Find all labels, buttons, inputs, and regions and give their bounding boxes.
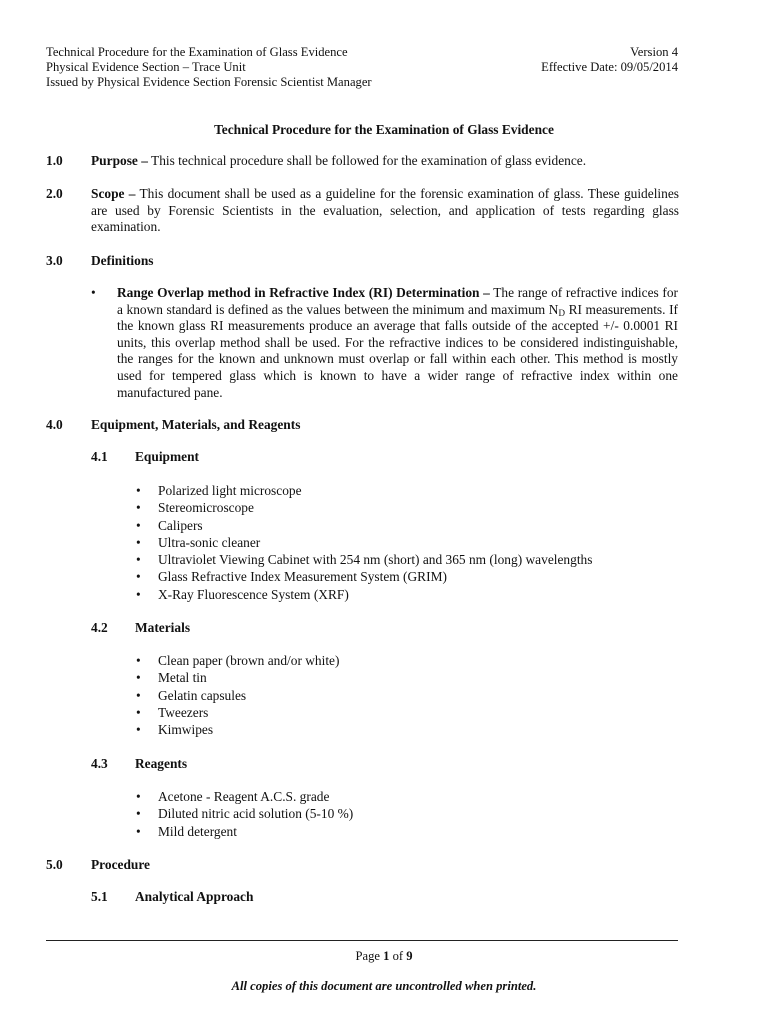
- subsection-number: 5.1: [91, 889, 108, 904]
- section-body: [91, 153, 679, 170]
- subsection-number: 4.3: [91, 756, 108, 771]
- header-effective-date: Effective Date: 09/05/2014: [541, 60, 678, 74]
- header-section: Physical Evidence Section – Trace Unit: [46, 60, 246, 74]
- list-item-text: Metal tin: [158, 670, 207, 686]
- list-item-text: Polarized light microscope: [158, 483, 302, 498]
- list-item: [136, 687, 339, 704]
- bullet-icon: •: [136, 704, 141, 720]
- list-item-text: Tweezers: [158, 704, 209, 720]
- section-text: This technical procedure shall be followed for the examination of glass evidence.: [147, 153, 587, 168]
- section-number: 2.0: [46, 186, 63, 201]
- page-word: Page: [355, 949, 384, 963]
- equipment-list: [136, 482, 592, 603]
- list-item: [136, 788, 353, 805]
- section-text: This document shall be used as a guideline for the forensic examination of glass. These guidelines are used by Forensic Scientists in the evaluation, selection, and application of tests regarding glass examination.: [91, 186, 679, 235]
- section-number: 4.0: [46, 417, 63, 432]
- bullet-icon: •: [136, 586, 141, 602]
- list-item-text: Mild detergent: [158, 823, 237, 839]
- section-label: Purpose –: [91, 153, 148, 168]
- header-version: Version 4: [630, 45, 678, 59]
- page-number: [0, 949, 768, 964]
- section-number: 3.0: [46, 253, 63, 268]
- bullet-icon: •: [136, 500, 141, 516]
- subsection-number: 4.2: [91, 620, 108, 635]
- section-number: 1.0: [46, 153, 63, 168]
- footer-divider: [46, 940, 678, 941]
- section-heading: Equipment, Materials, and Reagents: [91, 417, 301, 432]
- list-item-text: Glass Refractive Index Measurement System (GRIM): [158, 569, 447, 585]
- list-item-text: Gelatin capsules: [158, 687, 247, 703]
- bullet-icon: •: [136, 687, 141, 703]
- page-total: 9: [406, 949, 413, 963]
- definition-subscript: D: [558, 307, 565, 318]
- reagents-list: [136, 788, 353, 840]
- bullet-icon: •: [136, 517, 141, 533]
- list-item: [136, 517, 592, 534]
- list-item-text: Ultraviolet Viewing Cabinet with 254 nm (short) and 365 nm (long) wavelengths: [158, 552, 593, 568]
- header-right-block: [541, 45, 678, 75]
- list-item: [136, 534, 592, 551]
- list-item: [136, 823, 353, 840]
- section-body: [91, 186, 679, 236]
- bullet-icon: •: [91, 285, 96, 300]
- section-number: 5.0: [46, 857, 63, 872]
- header-issuer: Issued by Physical Evidence Section Forensic Scientist Manager: [46, 75, 372, 89]
- section-heading: Definitions: [91, 253, 154, 268]
- header-doc-title: Technical Procedure for the Examination of Glass Evidence: [46, 45, 348, 59]
- list-item-text: Ultra-sonic cleaner: [158, 534, 261, 550]
- definition-text: [117, 285, 678, 401]
- list-item-text: Clean paper (brown and/or white): [158, 653, 340, 668]
- bullet-icon: •: [136, 569, 141, 585]
- subsection-heading: Equipment: [135, 449, 199, 464]
- section-heading: Procedure: [91, 857, 151, 872]
- bullet-icon: •: [136, 722, 141, 738]
- page-current: 1: [383, 949, 390, 963]
- list-item: [136, 586, 592, 603]
- list-item: [136, 652, 339, 669]
- list-item: [136, 721, 339, 738]
- list-item-text: Stereomicroscope: [158, 500, 254, 516]
- document-title: Technical Procedure for the Examination of Glass Evidence: [214, 122, 554, 137]
- list-item: [136, 704, 339, 721]
- footer-disclaimer: All copies of this document are uncontrolled when printed.: [231, 979, 537, 993]
- list-item: [136, 482, 592, 499]
- list-item-text: Acetone - Reagent A.C.S. grade: [158, 789, 330, 804]
- bullet-icon: •: [136, 670, 141, 686]
- list-item-text: Kimwipes: [158, 722, 214, 738]
- definition-text-part1: The range of refractive indices for a known standard is defined as the values between the minimum and maximum N: [117, 285, 679, 317]
- header-left-block: [46, 45, 372, 90]
- list-item: [136, 805, 353, 822]
- list-item: [136, 568, 592, 585]
- bullet-icon: •: [136, 534, 141, 550]
- list-item: [136, 669, 339, 686]
- bullet-icon: •: [136, 823, 141, 839]
- list-item: [136, 499, 592, 516]
- page-of: of: [389, 949, 407, 963]
- materials-list: [136, 652, 339, 738]
- list-item: [136, 551, 592, 568]
- section-label: Scope –: [91, 186, 136, 201]
- subsection-heading: Reagents: [135, 756, 188, 771]
- list-item-text: X-Ray Fluorescence System (XRF): [158, 586, 349, 602]
- subsection-number: 4.1: [91, 449, 108, 464]
- bullet-icon: •: [136, 483, 141, 498]
- bullet-icon: •: [136, 806, 141, 822]
- bullet-icon: •: [136, 789, 141, 804]
- bullet-icon: •: [136, 552, 141, 568]
- subsection-heading: Materials: [135, 620, 191, 635]
- subsection-heading: Analytical Approach: [135, 889, 254, 904]
- definition-text-part2: RI measurements. If the known glass RI measurements produce an average that falls outside of the accepted +/- 0.0001 RI units, this overlap method shall be used. For the refractive indices to be considered indistinguishable, the ranges for the known and unknown must overlap or fall within each other. This method is mostly used for tempered glass which is known to have a wider range of refractive index within one manufactured pane.: [117, 301, 678, 400]
- bullet-icon: •: [136, 653, 141, 668]
- list-item-text: Diluted nitric acid solution (5-10 %): [158, 806, 354, 822]
- definition-term: Range Overlap method in Refractive Index (RI) Determination –: [117, 285, 490, 300]
- list-item-text: Calipers: [158, 517, 203, 533]
